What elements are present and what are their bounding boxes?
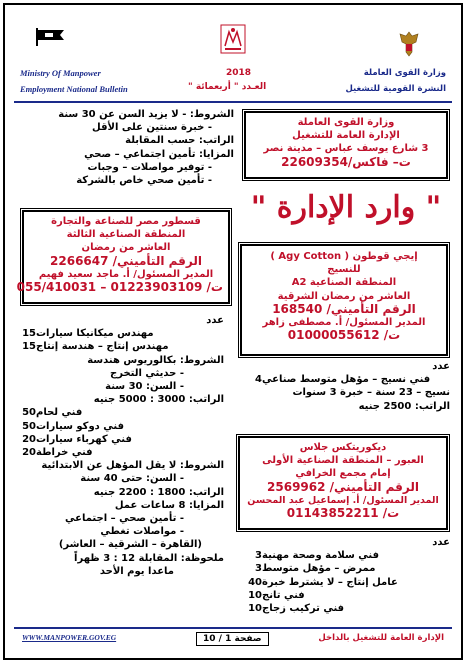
text-line: - حديثي التخرج [110,367,184,379]
box-line: للنسيج [327,264,361,276]
text-line: ملحوظة: المقابلة 12 : 3 ظهراً [74,552,224,564]
job-count: 4 [255,374,262,386]
job-row [240,602,450,615]
job-count: 40 [248,576,262,588]
decortex-jobs [240,536,450,615]
count-label: عدد [432,361,450,372]
text-line: - السن: حتى 40 سنة [80,473,184,485]
text-line: - السن: 30 سنة [105,381,184,393]
job-row [240,549,450,562]
box-line: ت/ 01223903109 – 055/410031 [16,280,223,295]
job-count: 50 [22,407,36,419]
job-title: مهندس ميكانيكا سيارات [36,328,154,340]
job-count: 20 [22,447,36,459]
box-line: ت/ 01000055612 [287,328,401,343]
box-line: المنطقة الصناعية A2 [291,277,397,289]
qastour-jobs [14,314,224,578]
footer-department: الإدارة العامة للتشغيل بالداخل [318,633,444,643]
job-row [14,420,224,433]
text-line: نسيج – 23 سنة – خبرة 3 سنوات [292,387,450,399]
job-row [14,446,224,459]
page-number: صفحة 1 / 10 [196,632,269,646]
job-title: فني خراطة [36,447,93,459]
box-line: ت/ 01143852211 [286,506,400,521]
text-line: المزايا: تأمين اجتماعي – صحي [84,148,234,160]
box-line: العاشر من رمضان الشرقية [277,290,411,302]
job-title: فني سلامة وصحة مهنية [262,550,380,562]
text-line: (القاهرة – الشرقية – العاشر) [58,539,202,551]
job-title: فني لحام [36,407,83,419]
job-count: 10 [248,603,262,615]
job-row [14,327,224,340]
job-count: 20 [22,433,36,445]
box-line: إمام مجمع الخرافي [295,468,391,480]
box-line: المنطقة الصناعية الثالثة [66,229,186,241]
eagle-emblem-icon [398,30,420,58]
job-title: فني كهرباء سيارات [36,433,132,445]
job-title: ممرض – مؤهل متوسط [262,563,376,575]
box-line: إيجي قوطون ( Agy Cotton ) [270,251,418,262]
box-line: المدير المسئول/ أ. إسماعيل عبد المحسن [247,494,439,506]
job-row [240,576,450,589]
issue-year: 2018 [226,68,252,78]
job-count: 15 [22,341,36,353]
job-row [240,373,450,386]
box-line: قسطور مصر للصناعة والتجارة [51,216,201,227]
text-line: الشروط: بكالوريوس هندسة [87,354,224,366]
job-count: 10 [248,589,262,601]
text-line: المزايا: 8 ساعات عمل [114,499,224,511]
agy-cotton-company-box [238,242,450,358]
text-line: - خبرة سنتين على الأقل [92,122,212,134]
job-title: فني تانج [262,589,305,601]
job-title: مهندس إنتاج – هندسة إنتاج [36,341,169,353]
box-line: ديكوريتكس جلاس [299,442,387,453]
job-title: عامل إنتاج – لا يشترط خبرة [262,576,398,588]
text-line: الشروط: لا يقل المؤهل عن الابتدائية [41,460,224,472]
flag-icon [36,28,66,46]
job-row [14,406,224,419]
job-count: 3 [255,563,262,575]
box-line: العبور – المنطقة الصناعية الأولى [262,455,424,467]
text-line: الراتب: 3000 : 5000 جنيه [93,394,224,406]
header-divider [14,101,452,103]
page-title: " وارد الإدارة " [250,190,442,225]
job-row [240,589,450,602]
text-line: - تأمين صحي – اجتماعي [65,513,184,525]
job-row [14,433,224,446]
footer-divider [14,627,452,629]
text-line: - مواصلات تغطي [100,526,184,538]
job-row [240,562,450,575]
text-line: الراتب: 1800 : 2200 جنيه [93,486,224,498]
footer-website-link[interactable]: WWW.MANPOWER.GOV.EG [22,633,117,642]
box-line: المدير المسئول/ أ. ماجد سعيد فهيم [38,268,214,280]
text-line: الراتب: حسب المقابلة [125,135,234,147]
bulletin-ar: النشرة القومية للتشغيل [345,84,446,94]
job-row [14,340,224,353]
decortex-company-box [236,434,450,532]
text-line: ماعدا يوم الأحد [99,565,174,577]
box-line: المدير المسئول/ أ. مصطفى زاهر [262,317,426,329]
text-line: - توفير مواصلات – وجبات [87,161,212,173]
ministry-ar: وزارة القوى العاملة [363,68,446,78]
issue-number: العـدد " أربعمائة " [188,82,267,92]
job-count: 15 [22,328,36,340]
job-title: فني نسيج – مؤهل متوسط صناعي [262,374,431,386]
manpower-address-box [242,109,450,181]
text-line: الراتب: 2500 جنيه [358,400,450,412]
agy-jobs [240,360,450,413]
center-logo [220,24,246,54]
ministry-en: Ministry Of Manpower [20,68,101,78]
text-line: - تأمين صحي خاص بالشركة [76,175,212,187]
box-line: الرقم التأميني/ 168540 [272,301,416,316]
count-label: عدد [206,315,224,326]
job-title: فني تركيب زجاج [262,603,345,615]
job-count: 3 [255,550,262,562]
bulletin-en: Employment National Bulletin [20,84,128,94]
box-line: العاشر من رمضان [81,242,171,254]
box-line: وزارة القوى العاملة [297,117,395,128]
box-line: الإدارة العامة للتشغيل [292,130,400,142]
job-count: 50 [22,420,36,432]
count-label: عدد [432,537,450,548]
qastour-company-box [16,208,232,306]
box-line: 3 شارع يوسف عباس – مدينة نصر [263,143,429,155]
text-line: الشروط: - لا يزيد السن عن 30 سنة [58,109,234,120]
left-top-conditions [14,108,234,187]
box-line: ت– فاكس/22609354 [281,154,411,169]
box-line: الرقم التأميني/ 2569962 [267,479,419,494]
box-line: الرقم التأميني/ 2266647 [50,253,202,268]
job-title: فني دوكو سيارات [36,420,125,432]
